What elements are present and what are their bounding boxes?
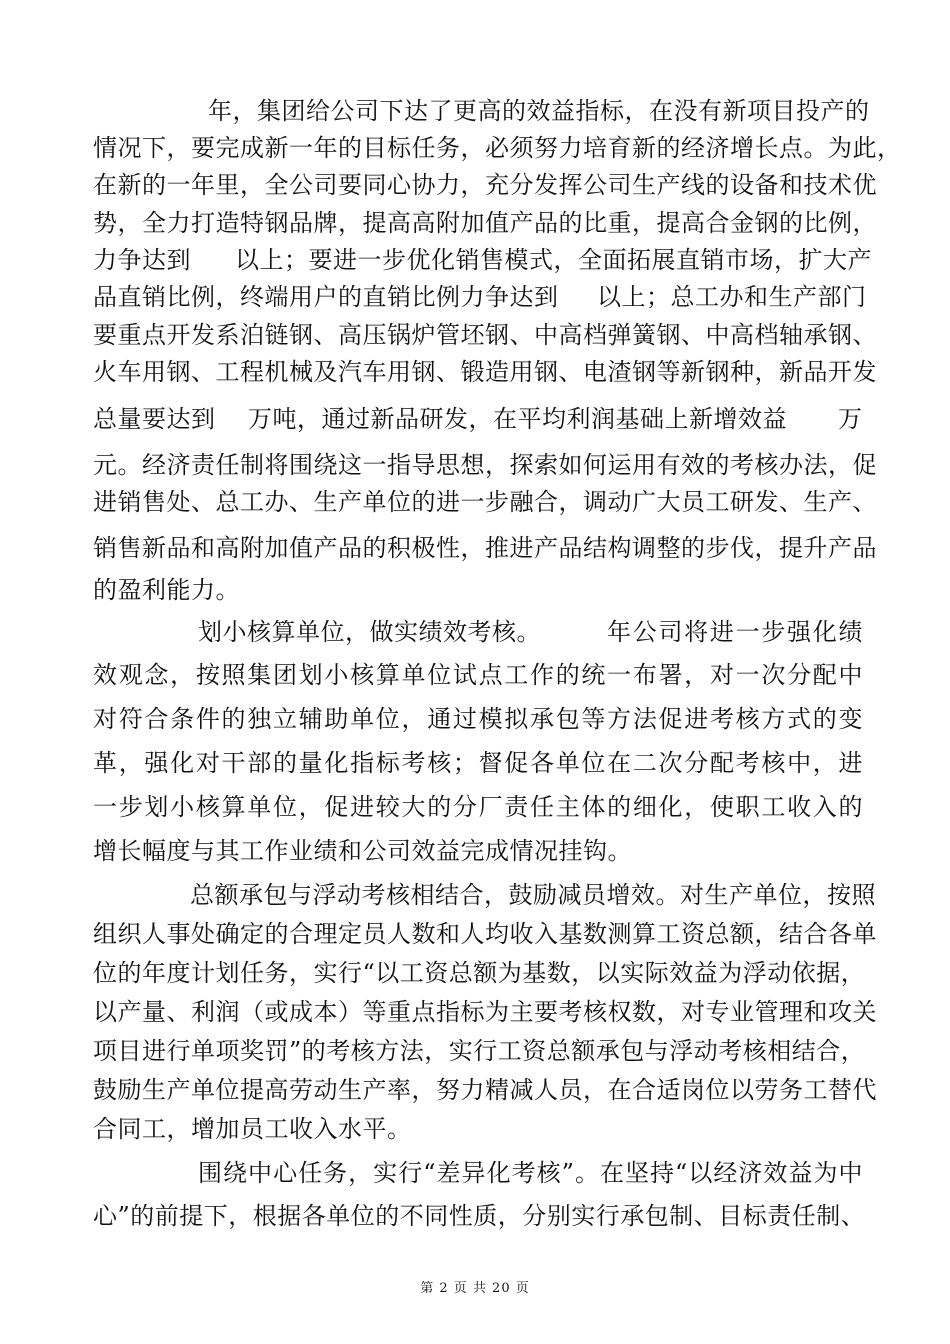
paragraph-4-line-2: 心”的前提下，根据各单位的不同性质，分别实行承包制、目标责任制、 — [93, 1202, 866, 1230]
paragraph-1-line-6a: 品直销比例，终端用户的直销比例力争达到 — [93, 283, 559, 311]
paragraph-1-line-1: 年，集团给公司下达了更高的效益指标，在没有新项目投产的 — [208, 97, 870, 125]
paragraph-1-line-8: 火车用钢、工程机械及汽车用钢、锻造用钢、电渣钢等新钢种，新品开发 — [93, 358, 877, 386]
paragraph-3-line-2: 组织人事处确定的合理定员人数和人均收入基数测算工资总额，结合各单 — [93, 920, 877, 948]
paragraph-1-line-10: 元。经济责任制将围绕这一指导思想，探索如何运用有效的考核办法，促 — [93, 451, 877, 479]
paragraph-1-line-13: 的盈利能力。 — [93, 576, 240, 604]
paragraph-2-line-1a: 划小核算单位，做实绩效考核。 — [198, 618, 541, 646]
paragraph-3-line-3: 位的年度计划任务，实行“以工资总额为基数，以实际效益为浮动依据， — [93, 959, 866, 987]
paragraph-1-line-7: 要重点开发系泊链钢、高压锅炉管坯钢、中高档弹簧钢、中高档轴承钢、 — [93, 321, 877, 349]
paragraph-1-line-9a: 总量要达到 — [93, 405, 216, 433]
paragraph-1-line-2: 情况下，要完成新一年的目标任务，必须努力培育新的经济增长点。为此， — [93, 134, 902, 162]
paragraph-2-line-1b: 年公司将进一步强化绩 — [607, 618, 863, 646]
paragraph-1-line-4: 势，全力打造特钢品牌，提高高附加值产品的比重，提高合金钢的比例， — [93, 209, 877, 237]
paragraph-2-line-6: 增长幅度与其工作业绩和公司效益完成情况挂钩。 — [93, 837, 632, 865]
paragraph-3-line-5: 项目进行单项奖罚”的考核方法，实行工资总额承包与浮动考核相结合， — [93, 1037, 866, 1065]
page-number-footer: 第 2 页 共 20 页 — [420, 1281, 530, 1296]
paragraph-1-line-9b: 万吨，通过新品研发，在平均利润基础上新增效益 — [248, 405, 787, 433]
paragraph-2-line-5: 一步划小核算单位，促进较大的分厂责任主体的细化，使职工收入的 — [93, 793, 863, 821]
paragraph-4-line-1: 围绕中心任务，实行“差异化考核”。在坚持“以经济效益为中 — [198, 1159, 863, 1187]
paragraph-3-line-7: 合同工，增加员工收入水平。 — [93, 1115, 412, 1143]
paragraph-3-line-4: 以产量、利润（或成本）等重点指标为主要考核权数，对专业管理和攻关 — [93, 998, 877, 1026]
paragraph-3-line-6: 鼓励生产单位提高劳动生产率，努力精减人员，在合适岗位以劳务工替代 — [93, 1076, 877, 1104]
paragraph-1-line-3: 在新的一年里，全公司要同心协力，充分发挥公司生产线的设备和技术优 — [93, 171, 877, 199]
paragraph-1-line-11: 进销售处、总工办、生产单位的进一步融合，调动广大员工研发、生产、 — [93, 488, 877, 516]
paragraph-2-line-4: 革，强化对干部的量化指标考核；督促各单位在二次分配考核中，进 — [93, 749, 863, 777]
paragraph-2-line-2: 效观念，按照集团划小核算单位试点工作的统一布署，对一次分配中 — [93, 661, 863, 689]
paragraph-1-line-6b: 以上；总工办和生产部门 — [597, 283, 867, 311]
paragraph-1-line-5b: 以上；要进一步优化销售模式，全面拓展直销市场，扩大产 — [235, 246, 872, 274]
paragraph-2-line-3: 对符合条件的独立辅助单位，通过模拟承包等方法促进考核方式的变 — [93, 705, 863, 733]
paragraph-3-line-1: 总额承包与浮动考核相结合，鼓励减员增效。对生产单位，按照 — [190, 881, 876, 909]
paragraph-1-line-9c: 万 — [838, 405, 863, 433]
paragraph-1-line-5a: 力争达到 — [93, 246, 191, 274]
paragraph-1-line-12: 销售新品和高附加值产品的积极性，推进产品结构调整的步伐，提升产品 — [93, 534, 877, 562]
